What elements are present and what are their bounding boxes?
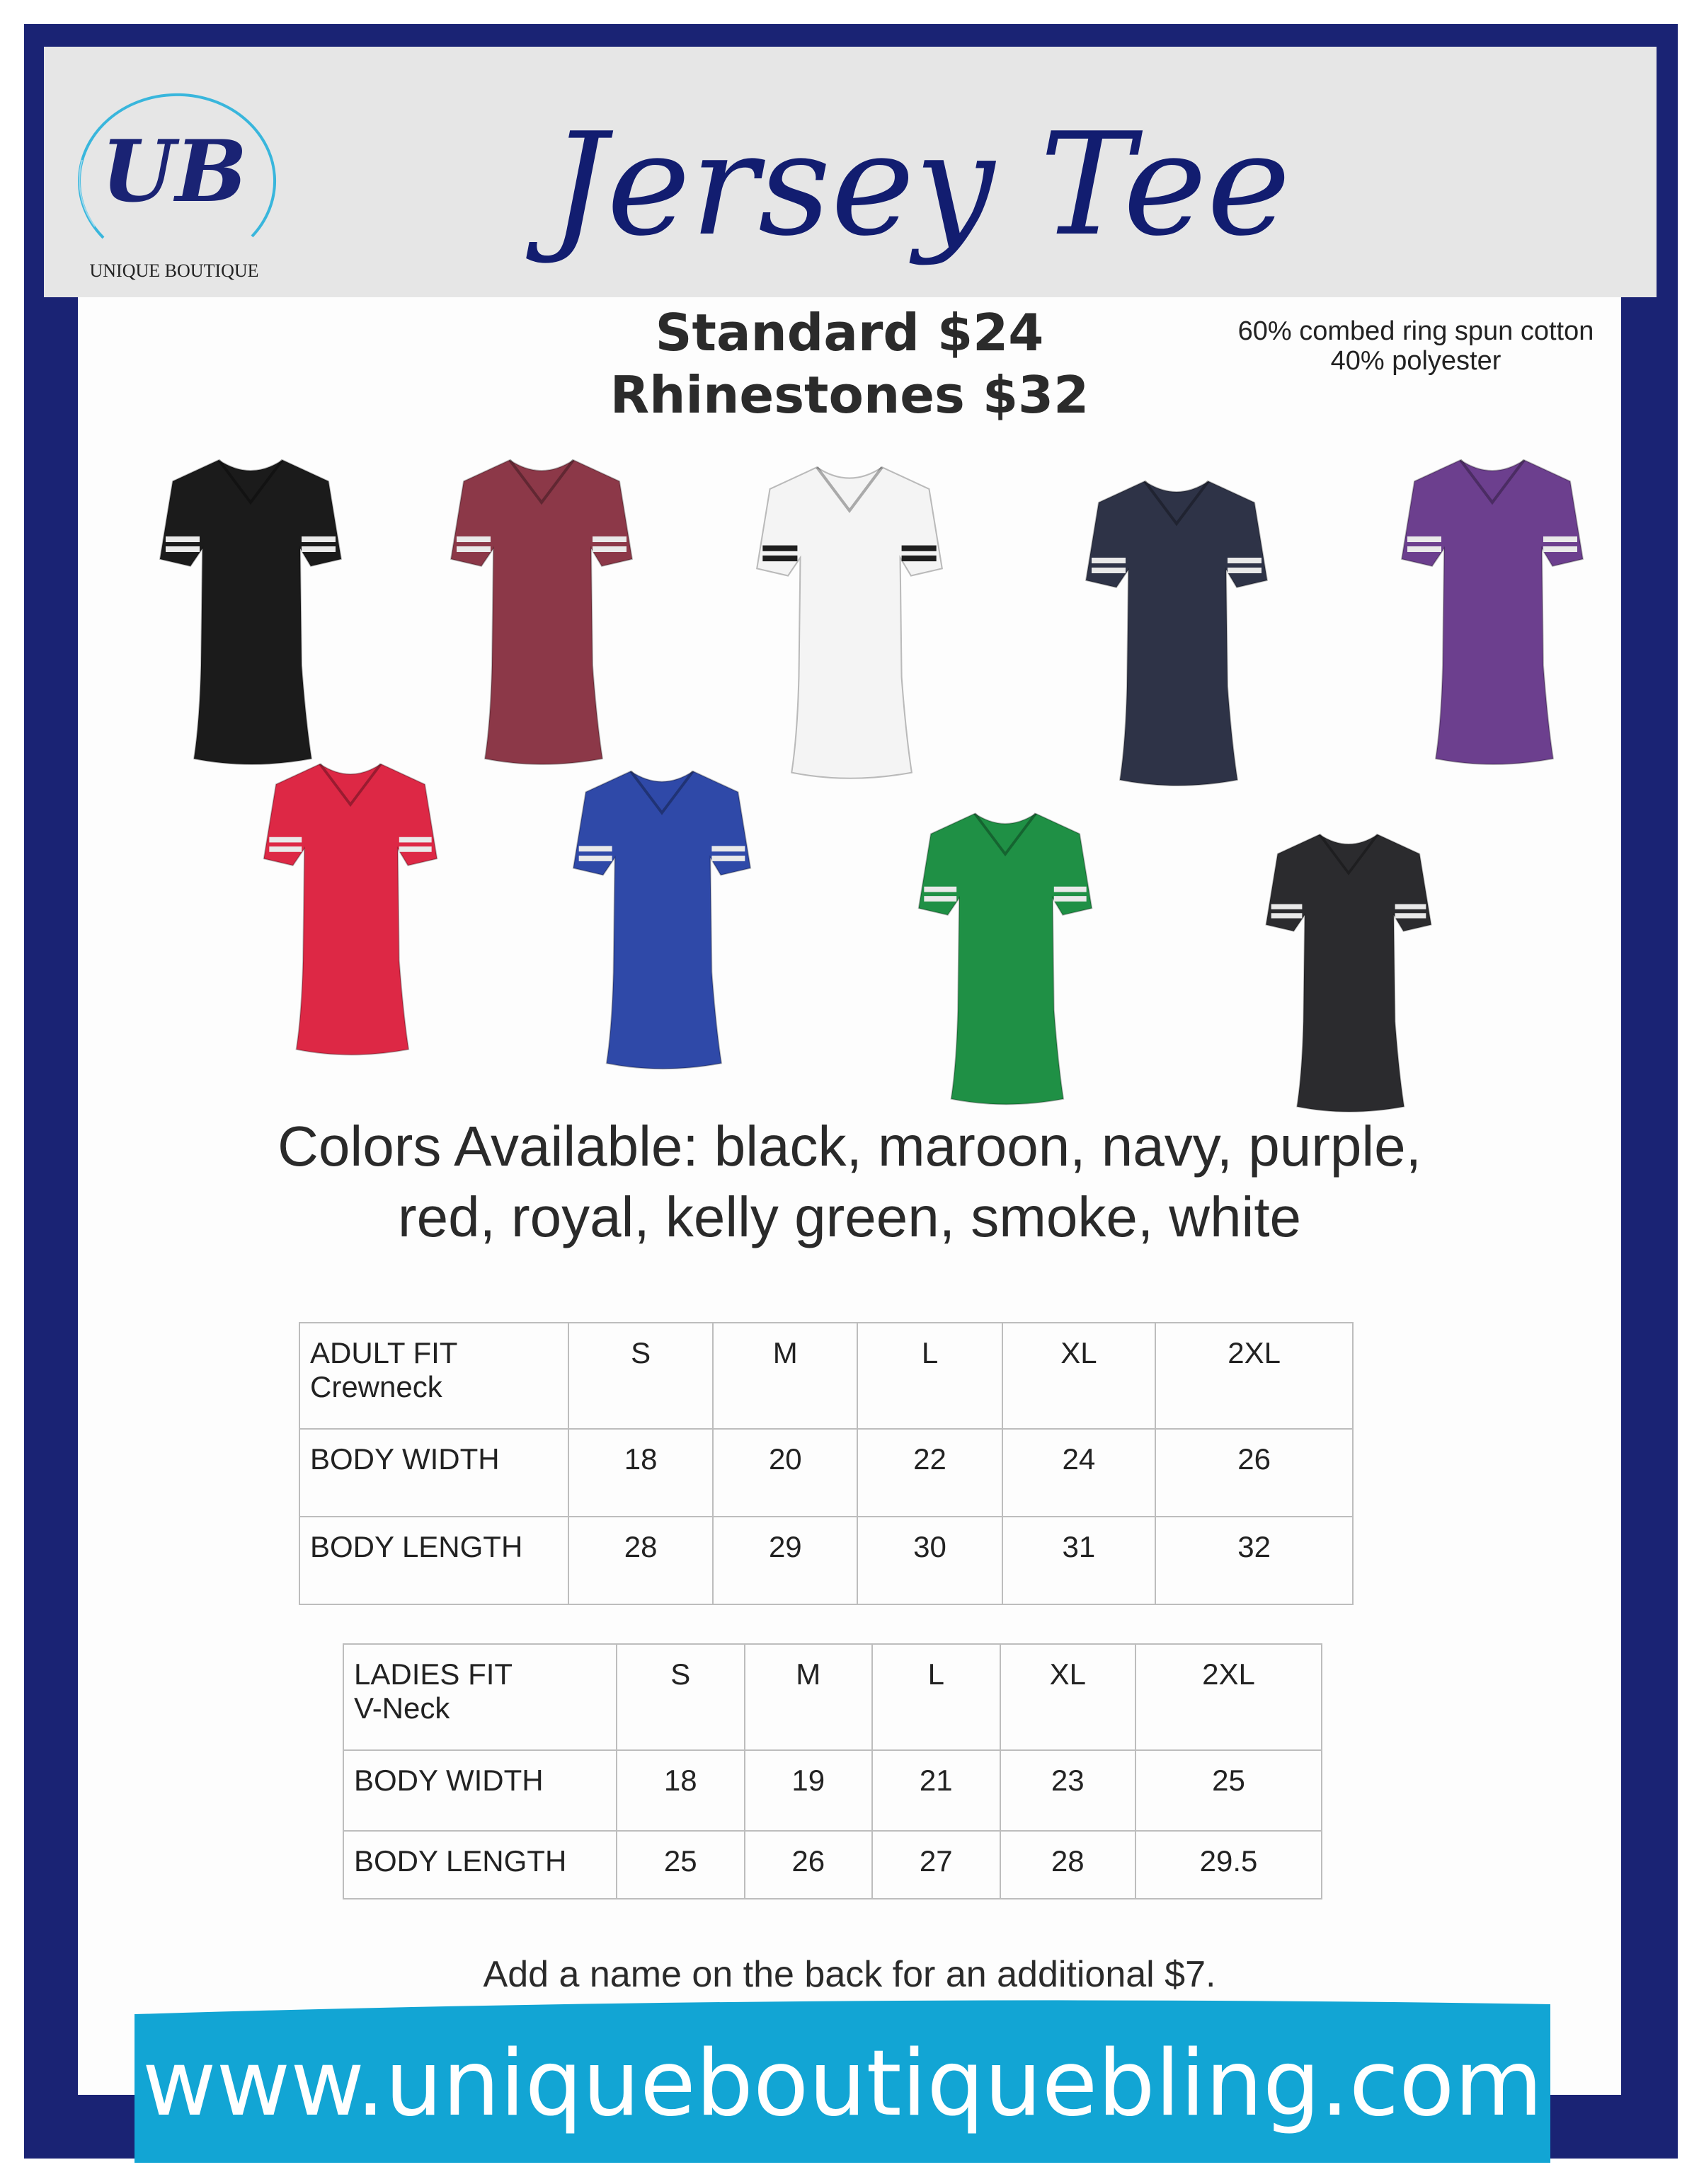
sleeve-stripe <box>457 546 491 552</box>
sleeve-stripe <box>1395 913 1426 918</box>
sleeve-stripe <box>399 837 432 843</box>
table-cell: 18 <box>568 1429 713 1517</box>
sleeve-stripe <box>902 556 937 561</box>
shirt-image <box>559 764 765 1076</box>
shirt-body <box>573 771 750 1069</box>
sleeve-stripe <box>762 556 797 561</box>
sleeve-stripe <box>1543 546 1577 552</box>
table-cell: 20 <box>713 1429 857 1517</box>
sleeve-stripe <box>302 536 336 542</box>
sleeve-stripe <box>1395 904 1426 909</box>
shirt-image <box>151 453 350 771</box>
table-cell: 19 <box>745 1750 873 1831</box>
shirt-image <box>255 757 446 1062</box>
adult-size-table <box>299 1322 1354 1605</box>
ladies-size-table <box>343 1643 1322 1899</box>
name-addon-note: Add a name on the back for an additional $7. <box>483 1954 1216 1995</box>
shirt-body <box>160 460 341 764</box>
table-cell: 31 <box>1002 1517 1156 1604</box>
colors-available-line-2: red, royal, kelly green, smoke, white <box>397 1185 1302 1248</box>
sleeve-stripe <box>1543 536 1577 542</box>
sleeve-stripe <box>1271 904 1303 909</box>
page-title-text: Jersey Tee <box>549 106 1291 268</box>
sleeve-stripe <box>269 837 302 843</box>
sleeve-stripe <box>269 846 302 852</box>
shirt-image <box>1070 474 1283 793</box>
sleeve-stripe <box>924 887 956 892</box>
row-label: BODY WIDTH <box>343 1750 617 1831</box>
size-header: 2XL <box>1135 1644 1322 1750</box>
table-row <box>343 1831 1322 1899</box>
table-cell: 26 <box>745 1831 873 1899</box>
size-header: M <box>713 1323 857 1429</box>
sleeve-stripe <box>1407 536 1441 542</box>
table-cell: 22 <box>857 1429 1002 1517</box>
row-label: BODY LENGTH <box>299 1517 568 1604</box>
price-rhinestones: Rhinestones $32 <box>610 365 1089 425</box>
adult-fit-header <box>299 1323 568 1429</box>
shirt-image <box>906 807 1104 1111</box>
logo-monogram: UB <box>101 122 248 222</box>
table-cell: 25 <box>1135 1750 1322 1831</box>
sleeve-stripe <box>1054 896 1087 902</box>
fabric-line-cotton: 60% combed ring spun cotton <box>1237 316 1594 346</box>
sleeve-stripe <box>1407 546 1441 552</box>
logo-ring-icon <box>61 75 287 266</box>
shirt-body <box>1402 460 1583 764</box>
row-label: BODY WIDTH <box>299 1429 568 1517</box>
colors-available-line-1: Colors Available: black, maroon, navy, purple, <box>278 1115 1421 1178</box>
table-cell: 24 <box>1002 1429 1156 1517</box>
sleeve-stripe <box>1092 568 1126 573</box>
sleeve-stripe <box>711 846 745 851</box>
sleeve-stripe <box>593 546 627 552</box>
table-cell: 26 <box>1155 1429 1353 1517</box>
brand-logo <box>61 75 287 280</box>
sleeve-stripe <box>579 856 612 861</box>
adult-fit-label: ADULT FIT <box>310 1336 458 1369</box>
size-header: L <box>857 1323 1002 1429</box>
page-title <box>460 106 1380 290</box>
sleeve-stripe <box>1054 887 1087 892</box>
table-row <box>299 1517 1353 1604</box>
table-cell: 29 <box>713 1517 857 1604</box>
table-cell: 30 <box>857 1517 1002 1604</box>
table-cell: 25 <box>617 1831 745 1899</box>
shirt-body <box>757 467 942 778</box>
table-row <box>343 1750 1322 1831</box>
shirt-image <box>1253 828 1444 1118</box>
size-header: XL <box>1000 1644 1135 1750</box>
ladies-fit-header <box>343 1644 617 1750</box>
sleeve-stripe <box>1228 568 1262 573</box>
table-cell: 29.5 <box>1135 1831 1322 1899</box>
ladies-fit-label: LADIES FIT <box>354 1657 513 1691</box>
sleeve-stripe <box>302 546 336 552</box>
sleeve-stripe <box>399 846 432 852</box>
sleeve-stripe <box>1092 558 1126 563</box>
shirt-body <box>1266 834 1431 1112</box>
sleeve-stripe <box>902 546 937 551</box>
logo-brand-name: UNIQUE BOUTIQUE <box>89 260 259 281</box>
sleeve-stripe <box>166 536 200 542</box>
size-header: L <box>872 1644 1000 1750</box>
table-cell: 18 <box>617 1750 745 1831</box>
sleeve-stripe <box>166 546 200 552</box>
fabric-line-polyester: 40% polyester <box>1330 346 1501 376</box>
sleeve-stripe <box>1271 913 1303 918</box>
sleeve-stripe <box>1228 558 1262 563</box>
table-cell: 28 <box>568 1517 713 1604</box>
size-header: S <box>617 1644 745 1750</box>
website-link[interactable]: www.uniqueboutiquebling.com <box>142 2031 1543 2137</box>
shirt-body <box>264 764 437 1055</box>
size-header: M <box>745 1644 873 1750</box>
size-header: XL <box>1002 1323 1156 1429</box>
table-cell: 28 <box>1000 1831 1135 1899</box>
shirt-image <box>1393 453 1591 771</box>
table-cell: 27 <box>872 1831 1000 1899</box>
sleeve-stripe <box>457 536 491 542</box>
table-cell: 23 <box>1000 1750 1135 1831</box>
price-standard: Standard $24 <box>655 303 1044 362</box>
shirt-body <box>1086 481 1267 786</box>
sleeve-stripe <box>579 846 612 851</box>
sleeve-stripe <box>924 896 956 902</box>
size-header: 2XL <box>1155 1323 1353 1429</box>
sleeve-stripe <box>593 536 627 542</box>
ladies-fit-style: V-Neck <box>354 1691 450 1725</box>
sleeve-stripe <box>711 856 745 861</box>
table-row <box>299 1429 1353 1517</box>
table-cell: 21 <box>872 1750 1000 1831</box>
adult-fit-style: Crewneck <box>310 1370 442 1403</box>
shirt-body <box>919 814 1092 1105</box>
shirt-body <box>451 460 632 764</box>
size-header: S <box>568 1323 713 1429</box>
shirt-image <box>439 453 644 771</box>
table-cell: 32 <box>1155 1517 1353 1604</box>
row-label: BODY LENGTH <box>343 1831 617 1899</box>
sleeve-stripe <box>762 546 797 551</box>
shirt-image <box>743 460 956 786</box>
